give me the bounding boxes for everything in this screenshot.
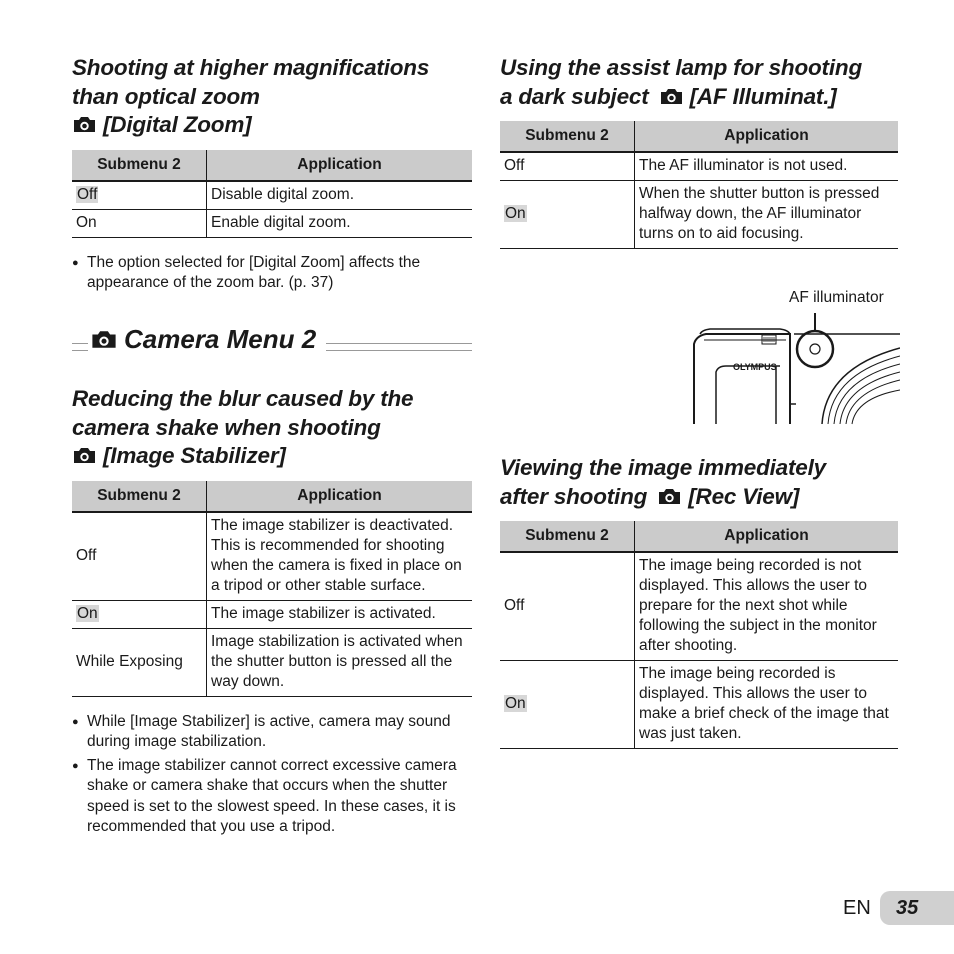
camera-menu-heading: Camera Menu 2 xyxy=(72,322,472,356)
af-illuminat-table xyxy=(500,121,898,249)
camera-icon xyxy=(72,115,97,134)
page-number: 35 xyxy=(880,891,954,925)
camera-icon xyxy=(657,487,682,506)
digital-zoom-table xyxy=(72,150,472,238)
table-row xyxy=(72,628,472,696)
image-stabilizer-heading: Reducing the blur caused by the camera shake when shooting [Image Stabilizer] xyxy=(72,386,414,468)
submenu-value: While Exposing xyxy=(72,628,207,696)
image-stabilizer-notes xyxy=(72,712,472,838)
rec-view-section xyxy=(500,454,898,749)
image-stabilizer-section xyxy=(72,385,472,841)
column-header: Application xyxy=(635,521,899,552)
digital-zoom-section xyxy=(72,54,472,297)
submenu-value: On xyxy=(72,209,207,237)
column-header: Submenu 2 xyxy=(500,521,635,552)
table-row xyxy=(72,512,472,601)
table-row xyxy=(72,181,472,210)
column-header: Application xyxy=(635,121,899,152)
rec-view-table xyxy=(500,521,898,749)
table-row xyxy=(500,552,898,661)
note-item: ● The option selected for [Digital Zoom] affects the appearance of the zoom bar. (p. 37) xyxy=(72,253,472,294)
image-stabilizer-table xyxy=(72,481,472,697)
note-item: ● The image stabilizer cannot correct excessive camera shake or camera shake that occurs when the shutter speed is set to the slowest speed. In these cases, it is recommended that you use a tripod. xyxy=(72,756,472,837)
camera-illustration xyxy=(690,308,900,426)
column-header: Submenu 2 xyxy=(500,121,635,152)
table-row xyxy=(500,152,898,181)
af-illuminator-label: AF illuminator xyxy=(789,289,884,306)
table-row xyxy=(72,600,472,628)
application-value: Image stabilization is activated when the shutter button is pressed all the way down. xyxy=(207,628,473,696)
application-value: When the shutter button is pressed halfway down, the AF illuminator turns on to aid focusing. xyxy=(635,181,899,249)
table-row xyxy=(72,209,472,237)
camera-brand-label: OLYMPUS xyxy=(733,362,777,372)
submenu-value: On xyxy=(505,205,526,222)
rec-view-heading: Viewing the image immediately after shooting [Rec View] xyxy=(500,455,826,509)
application-value: The AF illuminator is not used. xyxy=(635,152,899,181)
camera-icon xyxy=(72,446,97,465)
submenu-value: Off xyxy=(500,552,635,661)
application-value: The image being recorded is displayed. This allows the user to make a brief check of the image that was just taken. xyxy=(635,661,899,749)
language-label: EN xyxy=(843,897,871,919)
af-illuminat-section xyxy=(500,54,898,249)
application-value: Enable digital zoom. xyxy=(207,209,473,237)
application-value: The image stabilizer is deactivated. This is recommended for shooting when the camera is fixed in place on a tripod or other stable surface. xyxy=(207,512,473,601)
camera-icon xyxy=(90,329,118,350)
submenu-value: On xyxy=(505,695,526,712)
application-value: The image being recorded is not displayed. This allows the user to prepare for the next shot while following the subject in the monitor after shooting. xyxy=(635,552,899,661)
application-value: The image stabilizer is activated. xyxy=(207,600,473,628)
camera-icon xyxy=(659,87,684,106)
submenu-value: Off xyxy=(77,185,98,203)
submenu-value: Off xyxy=(72,512,207,601)
submenu-value: On xyxy=(77,604,98,622)
table-row xyxy=(500,181,898,249)
note-item: ● While [Image Stabilizer] is active, camera may sound during image stabilization. xyxy=(72,712,472,753)
af-illuminat-heading: Using the assist lamp for shooting a dark subject [AF Illuminat.] xyxy=(500,55,862,109)
submenu-value: Off xyxy=(500,152,635,181)
table-row xyxy=(500,661,898,749)
application-value: Disable digital zoom. xyxy=(207,181,473,210)
column-header: Application xyxy=(207,481,473,512)
digital-zoom-heading: Shooting at higher magnifications than optical zoom [Digital Zoom] xyxy=(72,55,430,137)
column-header: Submenu 2 xyxy=(72,481,207,512)
digital-zoom-notes xyxy=(72,253,472,294)
column-header: Submenu 2 xyxy=(72,150,207,181)
column-header: Application xyxy=(207,150,473,181)
